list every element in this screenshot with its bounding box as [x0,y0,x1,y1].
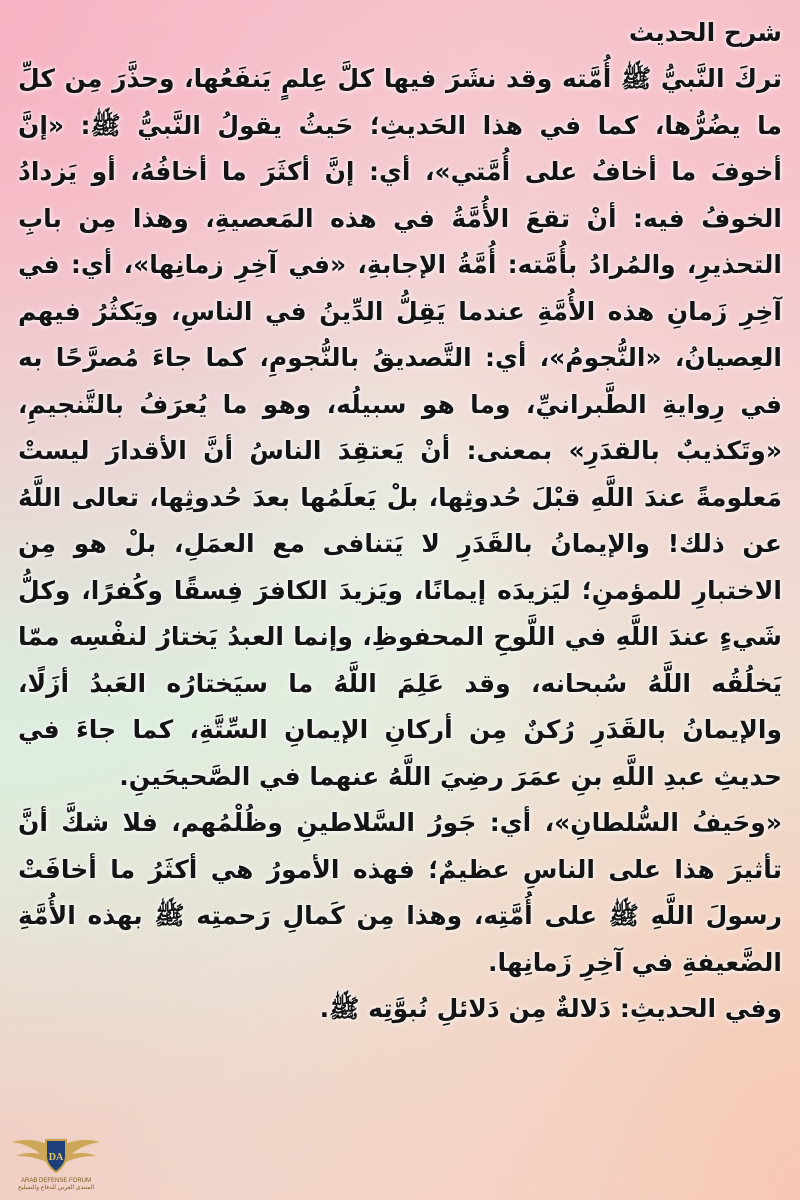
logo-line-arabic: المنتدى العربي للدفاع والتسليح [17,1185,95,1191]
forum-logo [8,1134,104,1194]
logo-line-english: ARAB DEFENSE FORUM [20,1178,91,1184]
paragraph: وفي الحديثِ: دَلالةٌ مِن دَلائلِ نُبوَّتِه ﷺ. [319,994,782,1023]
shield-wings-icon [8,1134,104,1178]
page-title: شرح الحديث [628,18,782,47]
paragraph: تركَ النَّبيُّ ﷺ أُمَّته وقد نشَرَ فيها كلَّ عِلمٍ يَنفَعُها، وحذَّرَ مِن كلِّ ما يضُرُّها، كما في هذا الحَديثِ؛ حَيثُ يقولُ النَّبيُّ ﷺ: «إنَّ أخوفَ ما أخافُ على أُمَّتي»، أي: إنَّ أكثَرَ ما أخافُهُ، أو يَزدادُ الخوفُ فيه: أنْ تقعَ الأُمَّةُ في هذه المَعصيةِ، وهذا مِن بابِ التحذيرِ، والمُرادُ بأُمَّته: أُمَّةُ الإجابةِ، «في آخِرِ زمانِها»، أي: في آخِرِ زَمانِ هذه الأُمَّةِ عندما يَقِلُّ الدِّينُ في الناسِ، ويَكثُرُ فيهم العِصيانُ، «النُّجومُ»، أي: التَّصديقُ بالنُّجومِ، كما جاءَ مُصرَّحًا به في رِوايةِ الطَّبرانيِّ، وما هو سبيلُه، وهو ما يُعرَفُ بالتَّنجيمِ، «وتَكذيبٌ بالقدَرِ» بمعنى: أنْ يَعتقِدَ الناسُ أنَّ الأقدارَ ليستْ مَعلومةً عندَ اللَّهِ قبْلَ حُدوثِها، بلْ يَعلَمُها بعدَ حُدوثِها، تعالى اللَّهُ عن ذلك! والإيمانُ بالقَدَرِ لا يَتنافى مع العمَلِ، بلْ هو مِن الاختبارِ للمؤمنِ؛ ليَزيدَه إيمانًا، ويَزيدَ الكافرَ فِسقًا وكُفرًا، وكلُّ شَيءٍ عندَ اللَّهِ في اللَّوحِ المحفوظِ، وإنما العبدُ يَختارُ لنفْسِه ممّا يَخلُقُه اللَّهُ سُبحانه، وقد عَلِمَ اللَّهُ ما سيَختارُه العَبدُ أزَلًا، والإيمانُ بالقَدَرِ رُكنٌ مِن أركانِ الإيمانِ السِّتَّةِ، كما جاءَ في حديثِ عبدِ اللَّهِ بنِ عمَرَ رضِيَ اللَّهُ عنهما في الصَّحيحَينِ. [18,64,782,791]
logo-monogram: DA [48,1152,64,1163]
paragraph: «وحَيفُ السُّلطانِ»، أي: جَورُ السَّلاطينِ وظُلْمُهم، فلا شكَّ أنَّ تأثيرَ هذا على الناسِ عظيمٌ؛ فهذه الأمورُ هي أكثَرُ ما أخافَتْ رسولَ اللَّهِ ﷺ على أُمَّتِه، وهذا مِن كَمالِ رَحمتِه ﷺ بهذه الأُمَّةِ الضَّعيفةِ في آخِرِ زَمانِها. [18,808,782,977]
hadith-explanation-page [18,10,782,1190]
